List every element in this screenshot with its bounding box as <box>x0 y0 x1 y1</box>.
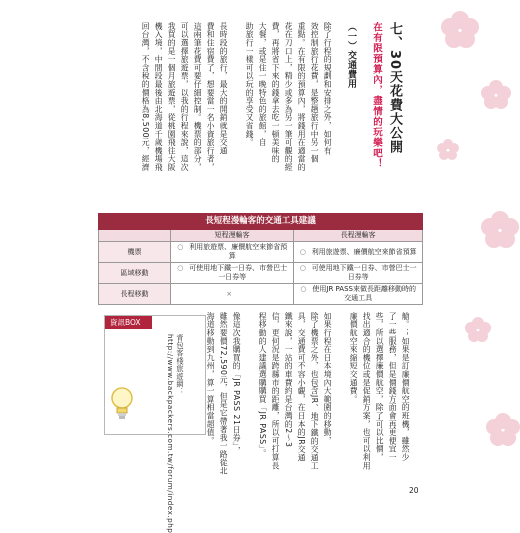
mark-symbol: ○ <box>177 264 184 272</box>
lightbulb-icon <box>110 386 134 424</box>
cell-short <box>171 284 294 305</box>
right-column: 廉價航空來縮短交通費。 <box>349 312 359 404</box>
cell-text: 可使用地下鐵一日券、市營巴士一日券等 <box>311 264 417 281</box>
left-column: 機入境，中間段最後由北海道千歲機場飛 <box>154 22 164 172</box>
section-label: （一）交通費用 <box>346 22 356 89</box>
cell-text: 可使用地下鐵一日券、市營巴士一日券等 <box>189 264 288 281</box>
info-box-line: 背包客棧旅遊網： <box>176 334 185 396</box>
mark-symbol: ○ <box>299 264 306 272</box>
left-column: 除了行程的規劃和安排之外，如何有 <box>323 22 333 155</box>
page-title: 七、30天花費大公開 <box>387 22 402 155</box>
left-column: 效控制旅行花費，是整趟旅行中另一個 <box>310 22 320 164</box>
table-corner <box>99 230 171 242</box>
info-box-text <box>165 334 185 533</box>
right-column: 了一些服務，但是價錢方面會再更便宜一 <box>388 312 398 462</box>
info-box-tab: 資訊BOX <box>105 316 152 329</box>
left-column: 費，再將省下來的錢拿去吃一頓美味的 <box>271 22 281 164</box>
left-column: 這兩筆花費可要仔細控制。機票的部分， <box>193 22 203 172</box>
right-column: 鐵來說，一站的車費約是台灣的2～3 <box>284 312 294 448</box>
table-header-long: 長程漫輪客 <box>294 230 423 242</box>
mark-symbol: ○ <box>299 247 306 256</box>
table-row <box>99 242 423 263</box>
right-column: 像這次我購買的「JR PASS 21日券」， <box>232 312 242 455</box>
right-column: 雖然要價72,590元，但是它帶著我一路從北 <box>219 312 229 476</box>
table-caption: 長短程漫輪客的交通工具建議 <box>99 214 423 230</box>
info-box <box>104 315 206 533</box>
table-header-short: 短程漫輪客 <box>171 230 294 242</box>
cell-text: 使用JR PASS來做長距離移動時的交通工具 <box>312 285 416 302</box>
right-column: 如果行程在日本境內大範圍的移動， <box>323 312 333 445</box>
transport-table <box>98 213 423 305</box>
left-column: 大餐，或是住一晚特色的旅館，自 <box>258 22 268 147</box>
page-number: 20 <box>409 486 419 495</box>
row-label: 長程移動 <box>99 284 171 305</box>
page-subtitle: 在有限預算內，盡情的玩樂吧！ <box>371 22 382 169</box>
row-label: 機票 <box>99 242 171 263</box>
left-column: 可以選擇旅遊票，以我的行程來說，這次 <box>180 22 190 172</box>
left-column: 費和住宿費了，想要當一名小資旅行者， <box>206 22 216 172</box>
right-column: 海道移動到九州，算一算相當超值。 <box>206 312 216 445</box>
mark-symbol: × <box>226 289 233 298</box>
cell-short <box>171 263 294 284</box>
right-column: 具，交通費可不容小覷，在日本的JR交通 <box>297 312 307 462</box>
cell-long <box>294 284 423 305</box>
right-column: 些，所以選擇廉價航空，除了可以比價， <box>375 312 385 462</box>
left-column: 回台灣，不含稅的價格為8,500元，經濟 <box>141 22 151 172</box>
cell-long <box>294 242 423 263</box>
cell-text: 利用旅遊票、廉價航空來節省預算 <box>189 243 288 260</box>
right-column: 程移動的人建議選購購買「JR PASS」。 <box>258 312 268 458</box>
mark-symbol: ○ <box>300 285 307 293</box>
table-row <box>99 263 423 284</box>
right-column: 信，更何況是跨縣市的距離，所以可打算長 <box>271 312 281 470</box>
right-column: 找出適合的機位或是促銷方案，也可以利用 <box>362 312 372 470</box>
cell-long <box>294 263 423 284</box>
left-column: 重點。在有限的預算內，將錢用在適當的 <box>297 22 307 172</box>
info-box-link[interactable]: http://www.backpackers.com.tw/forum/index.php <box>166 334 175 533</box>
cell-short <box>171 242 294 263</box>
left-column: 花在刀口上，精少或多為另一筆可觀的經 <box>284 22 294 172</box>
row-label: 區域移動 <box>99 263 171 284</box>
table-row <box>99 284 423 305</box>
left-column: 助旅行一樣可以玩的享受又省錢。 <box>245 22 255 147</box>
cell-text: 利用旅遊票、廉價航空來節省預算 <box>311 247 417 256</box>
left-column: 長時段的旅行，最大的開銷就是交通 <box>219 22 229 155</box>
left-column: 我買的是一個月旅遊票，從桃園飛往大阪 <box>167 22 177 172</box>
right-column: 除了機票之外，也包含JR、地下鐵的交通工 <box>310 312 320 471</box>
right-column: 艙。；如果是訂廉價航空的班機，雖然少 <box>401 312 411 462</box>
mark-symbol: ○ <box>177 243 184 251</box>
